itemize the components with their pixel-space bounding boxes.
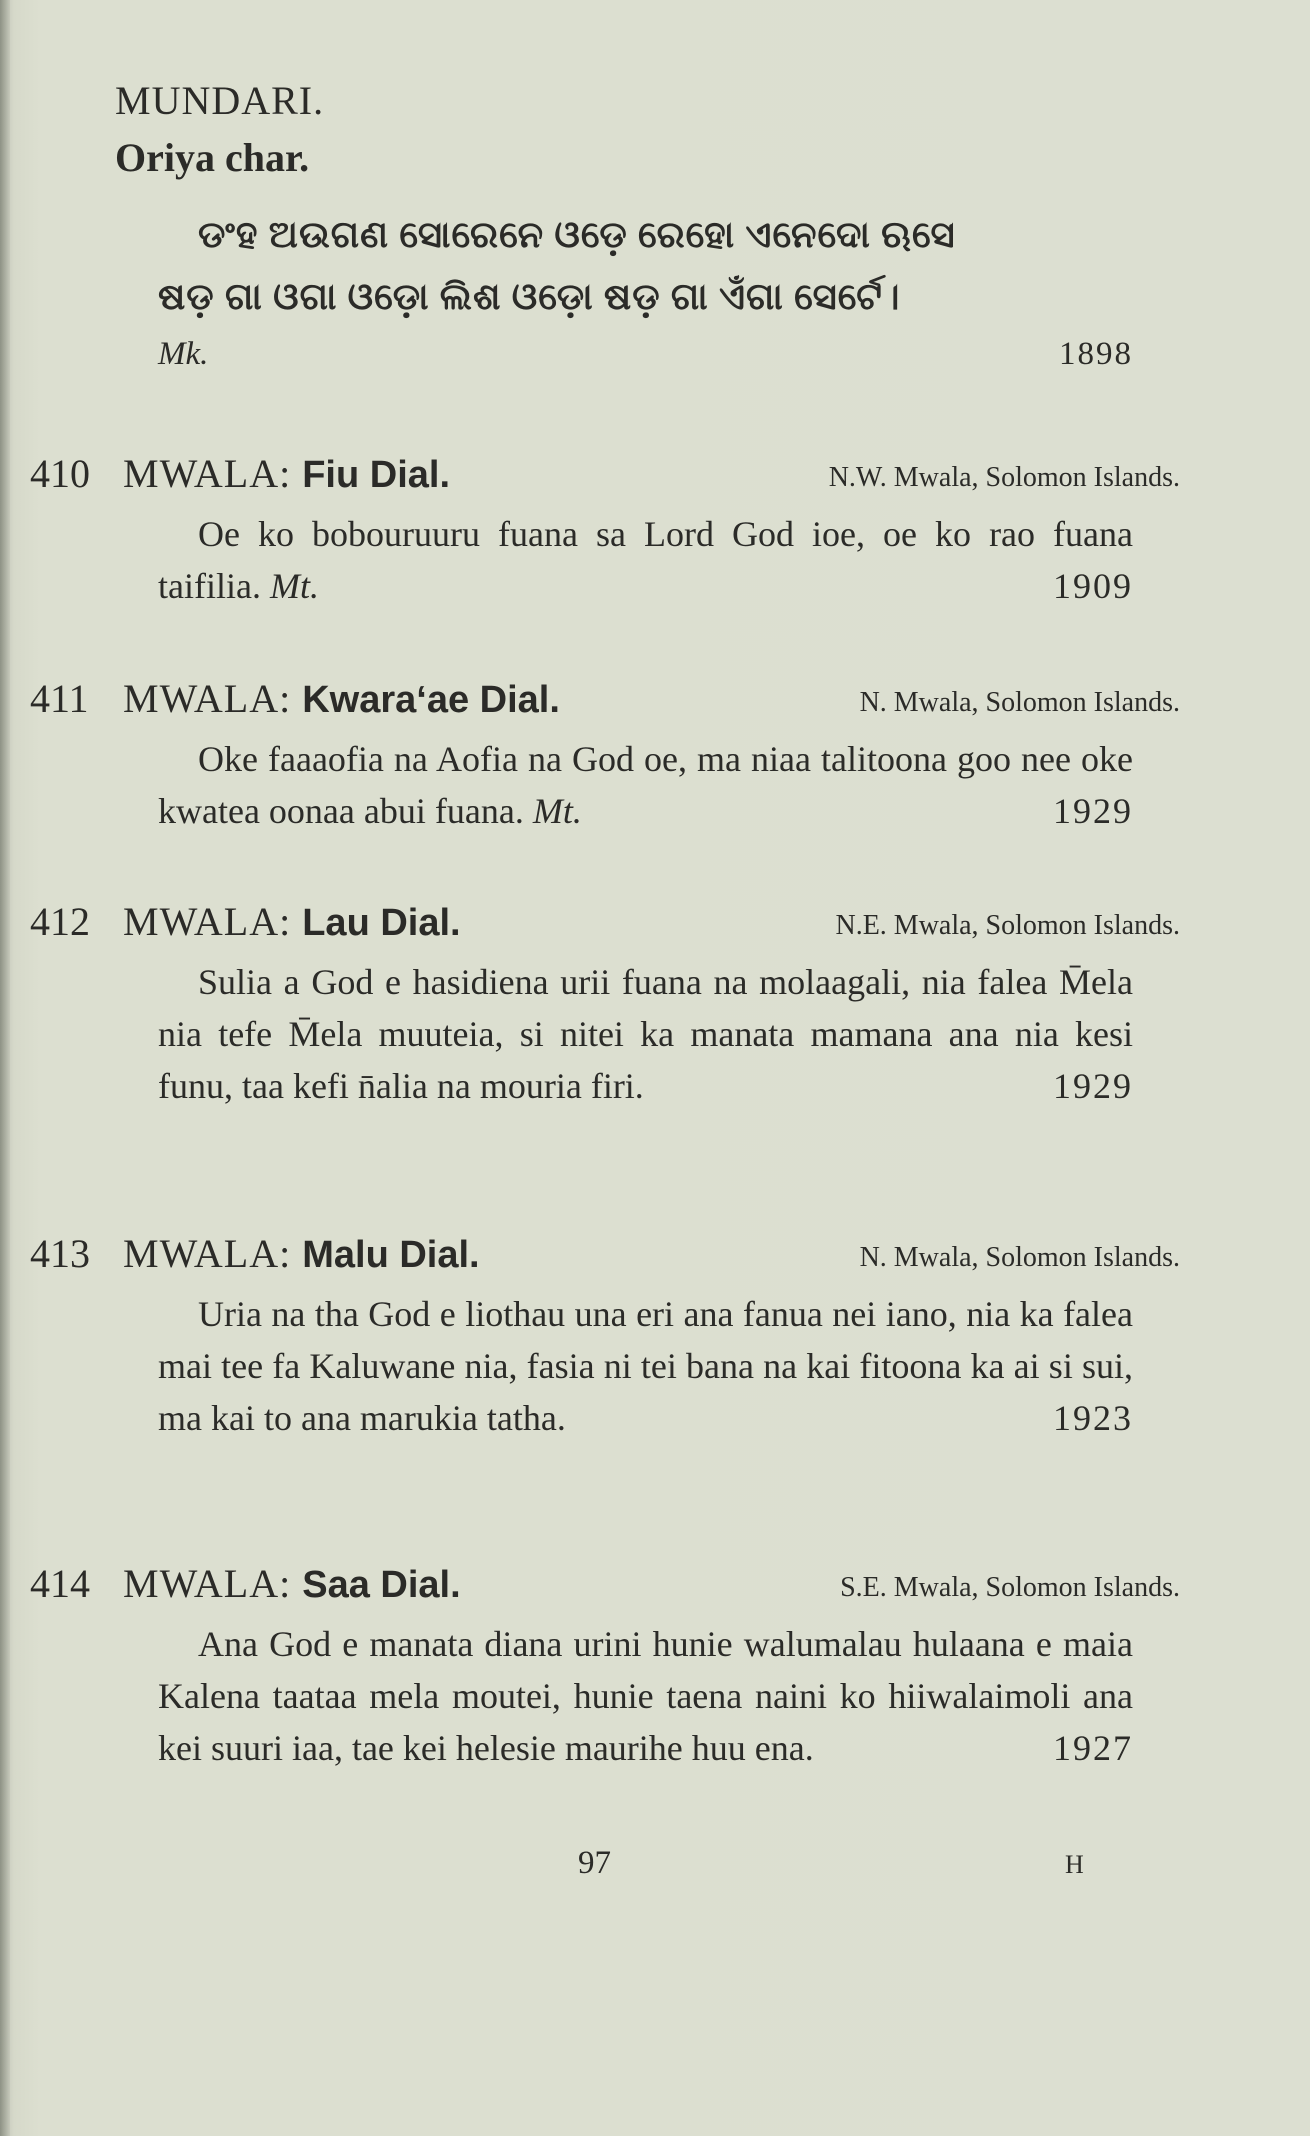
dialect-name: Malu Dial. — [302, 1234, 480, 1276]
entry-number: 414 — [30, 1561, 90, 1606]
entry-year: 1929 — [1053, 791, 1133, 831]
entry-410 — [30, 450, 1180, 606]
entry-heading — [30, 450, 1180, 500]
entry-year: 1909 — [1053, 566, 1133, 606]
source-abbreviation: Mk. — [158, 336, 209, 372]
entry-number: 412 — [30, 899, 90, 944]
entry-heading — [30, 898, 1180, 948]
page-binding-shadow — [0, 0, 10, 2136]
entry-body: Uria na tha God e liothau una eri ana fanua nei iano, nia ka falea mai tee fa Kaluwane nia, fasia ni tei bana na kai fitoona ka ai si sui, ma kai to ana marukia tatha. — [158, 1294, 1133, 1438]
mundari-source-row — [158, 336, 1133, 373]
mundari-header — [115, 72, 324, 186]
dialect-name: Kwara‘ae Dial. — [302, 679, 560, 721]
entry-language — [123, 675, 560, 722]
language-name: MWALA: — [123, 451, 292, 496]
script-label: Oriya char. — [115, 135, 310, 180]
entry-language — [123, 1230, 480, 1277]
entry-number: 413 — [30, 1231, 90, 1276]
entry-heading — [30, 1560, 1180, 1610]
language-name: MWALA: — [123, 1561, 292, 1606]
entry-source: Mt. — [269, 566, 319, 606]
entry-text — [158, 1618, 1133, 1774]
entry-language — [123, 450, 450, 497]
entry-region: N. Mwala, Solomon Islands. — [859, 687, 1180, 718]
entry-number: 411 — [30, 676, 89, 721]
language-name: MWALA: — [123, 1231, 292, 1276]
language-name: MWALA: — [123, 676, 292, 721]
language-name: MWALA: — [123, 899, 292, 944]
entry-language — [123, 1560, 461, 1607]
entry-414 — [30, 1560, 1180, 1768]
oriya-text-line-2: ଷଡ଼ ଗା ଓଗା ଓଡ଼ୋ ଲିଶ ଓଡ଼ୋ ଷଡ଼ ଗା ଏଁଗା ସେର୍ଟେ। — [158, 277, 901, 318]
entry-body: Oke faaaofia na Aofia na God oe, ma niaa talitoona goo nee oke kwatea oonaa abui fuana. — [158, 739, 1133, 831]
entry-412 — [30, 898, 1180, 1106]
entry-413 — [30, 1230, 1180, 1438]
entry-text — [158, 508, 1133, 612]
entry-number: 410 — [30, 451, 90, 496]
entry-411 — [30, 675, 1180, 831]
entry-heading — [30, 675, 1180, 725]
entry-body: Oe ko bobouruuru fuana sa Lord God ioe, oe ko rao fuana taifilia. — [158, 514, 1133, 606]
entry-text — [158, 956, 1133, 1112]
page-number: 97 — [578, 1845, 611, 1881]
entry-body: Ana God e manata diana urini hunie walumalau hulaana e maia Kalena taataa mela moutei, hunie taena naini ko hiiwalaimoli ana kei suuri iaa, tae kei helesie maurihe huu ena. — [158, 1624, 1133, 1768]
entry-region: N.E. Mwala, Solomon Islands. — [835, 910, 1180, 941]
dialect-name: Lau Dial. — [302, 902, 461, 944]
entry-region: N. Mwala, Solomon Islands. — [859, 1242, 1180, 1273]
mundari-language-title: MUNDARI. — [115, 78, 325, 123]
entry-source: Mt. — [532, 791, 582, 831]
entry-text — [158, 733, 1133, 837]
entry-year: 1927 — [1053, 1728, 1133, 1768]
entry-region: N.W. Mwala, Solomon Islands. — [828, 462, 1180, 493]
entry-body: Sulia a God e hasidiena urii fuana na molaagali, nia falea M̄ela nia tefe M̄ela muuteia, si nitei ka manata mamana ana nia kesi funu, taa kefi n̄alia na mouria firi. — [158, 962, 1133, 1106]
oriya-text-line-1: ଡଂହ ଅଉଗଣ ସୋରେନେ ଓଡ଼େ ରେହୋ ଏନେଦୋ ଋସେ — [198, 215, 956, 256]
entry-language — [123, 898, 461, 945]
dialect-name: Saa Dial. — [302, 1564, 461, 1606]
signature-mark: H — [1065, 1850, 1084, 1879]
entry-text — [158, 1288, 1133, 1444]
entry-heading — [30, 1230, 1180, 1280]
entry-year: 1929 — [1053, 1066, 1133, 1106]
entry-region: S.E. Mwala, Solomon Islands. — [840, 1572, 1180, 1603]
dialect-name: Fiu Dial. — [302, 454, 451, 496]
entry-year: 1923 — [1053, 1398, 1133, 1438]
entry-year: 1898 — [1059, 336, 1133, 372]
